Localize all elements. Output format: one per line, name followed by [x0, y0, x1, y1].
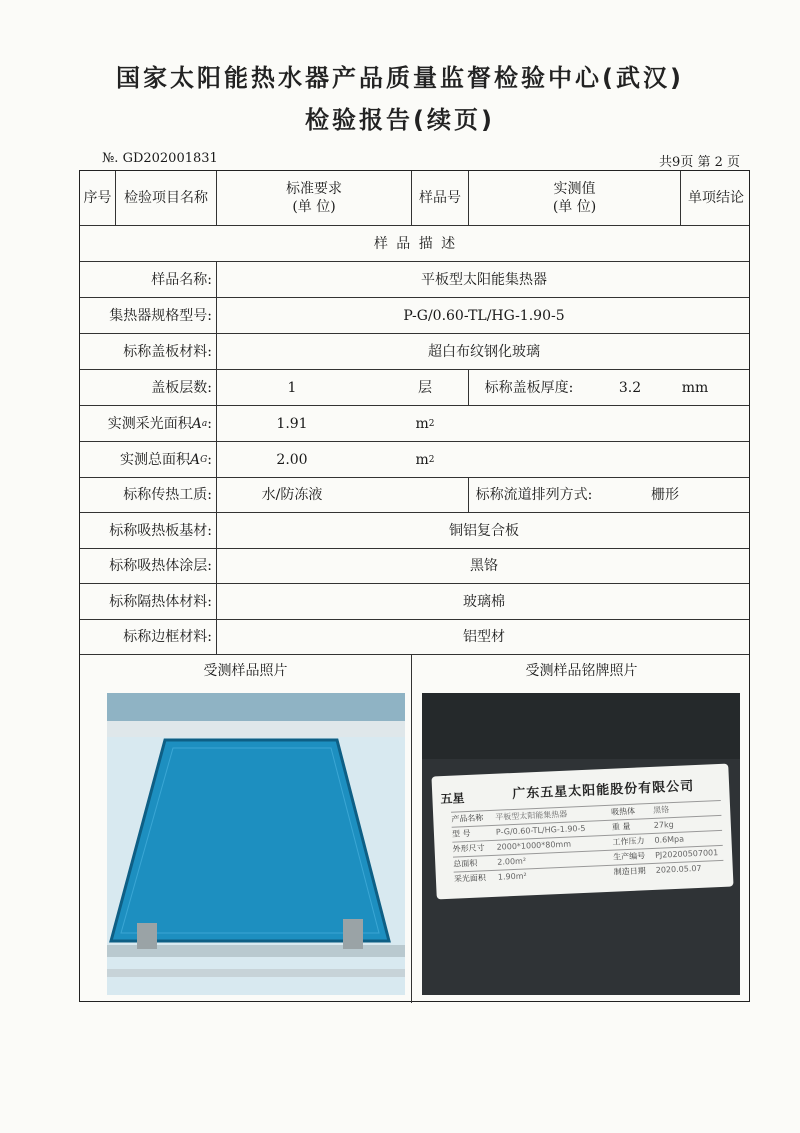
sample-name-label: 样品名称: [151, 271, 212, 288]
aperture-area-symbol: A [191, 415, 202, 432]
nameplate-value: 1.90m² [497, 871, 527, 882]
report-title: 国家太阳能热水器产品质量监督检验中心(武汉) [116, 64, 684, 92]
report-number: №. GD202001831 [102, 151, 218, 166]
aperture-area-unit [405, 406, 445, 441]
col-standard [217, 171, 411, 225]
aperture-area-label-text: 实测采光面积 [107, 415, 192, 432]
page-indicator: 共9页 第 2 页 [659, 155, 740, 170]
frame-material-value: 铝型材 [463, 629, 505, 645]
sample-name-value: 平板型太阳能集热器 [421, 271, 547, 288]
nameplate-value: 2000*1000*80mm [496, 839, 572, 852]
absorber-coating-label: 标称吸热体涂层: [109, 558, 212, 574]
gross-area-value: 2.00 [276, 451, 308, 468]
aperture-area-unit-sup: 2 [428, 418, 435, 429]
col-measured-l2: (单 位) [552, 199, 597, 215]
report-subtitle: 检验报告(续页) [305, 106, 495, 134]
nameplate-photo-caption: 受测样品铭牌照片 [525, 663, 638, 679]
aperture-area-value: 1.91 [276, 415, 308, 432]
sample-photo [107, 693, 405, 995]
col-measured-l1: 实测值 [553, 181, 596, 197]
cover-layers-label: 盖板层数: [151, 379, 212, 396]
left-clamp [137, 923, 157, 949]
model-label: 集热器规格型号: [109, 307, 212, 324]
nameplate-brand: 五星 [440, 791, 465, 807]
nameplate-value: 2.00m² [497, 856, 527, 867]
collector-illustration [107, 693, 405, 995]
model-value: P-G/0.60-TL/HG-1.90-5 [403, 307, 565, 324]
nameplate-key: 制造日期 [613, 866, 646, 877]
gross-area-unit [405, 442, 445, 477]
cover-material-value: 超白布纹钢化玻璃 [428, 343, 540, 360]
nameplate-spec-table [451, 800, 724, 887]
col-standard-l1: 标准要求 [286, 181, 342, 197]
insulation-value: 玻璃棉 [463, 593, 505, 610]
aperture-area-label [80, 406, 216, 441]
cover-thickness-label: 标称盖板厚度: [484, 379, 574, 396]
absorber-material-label: 标称吸热板基材: [109, 522, 212, 539]
nameplate-key: 采光面积 [453, 873, 487, 884]
nameplate-company: 广东五星太阳能股份有限公司 [511, 779, 695, 803]
nameplate-value: 0.6Mpa [654, 834, 685, 845]
col-measured [469, 171, 680, 225]
right-clamp [343, 919, 363, 949]
heat-medium-value: 水/防冻液 [261, 487, 323, 503]
nameplate-key: 型 号 [451, 828, 471, 839]
gross-area-label-text: 实测总面积 [119, 451, 190, 468]
col-standard-l2: (单 位) [292, 199, 336, 215]
frame-material-label: 标称边框材料: [123, 629, 212, 645]
nameplate-value: PJ20200507001 [654, 848, 719, 860]
nameplate-value: P-G/0.60-TL/HG-1.90-5 [495, 823, 586, 837]
col-sample-no: 样品号 [419, 190, 461, 206]
cover-material-label: 标称盖板材料: [123, 343, 212, 360]
heat-medium-label: 标称传热工质: [123, 487, 212, 503]
col-item: 检验项目名称 [124, 190, 208, 206]
col-seq: 序号 [83, 190, 112, 206]
nameplate-key: 产品名称 [451, 813, 484, 824]
lower-rail [107, 969, 405, 977]
nameplate-value: 平板型太阳能集热器 [495, 809, 568, 822]
nameplate-value: 27kg [653, 820, 674, 830]
cover-thickness-value: 3.2 [618, 379, 642, 396]
nameplate-key: 重 量 [611, 821, 631, 832]
gross-area-subscript: G [200, 454, 208, 465]
cover-layers-unit: 层 [418, 379, 432, 396]
aperture-area-unit-base: m [415, 415, 429, 432]
gross-area-unit-base: m [415, 451, 429, 468]
section-title: 样 品 描 述 [373, 235, 458, 252]
absorber-coating-value: 黑铬 [470, 558, 498, 574]
nameplate-photo [422, 693, 740, 995]
nameplate-key: 吸热体 [610, 806, 636, 817]
nameplate-key: 工作压力 [612, 836, 645, 847]
collector-frame-top [422, 693, 740, 759]
aperture-area-colon: : [207, 415, 212, 432]
gross-area-colon: : [207, 451, 212, 468]
flow-layout-value: 栅形 [651, 487, 679, 503]
nameplate-key: 生产编号 [612, 851, 646, 862]
nameplate-key: 外形尺寸 [452, 843, 485, 854]
gross-area-symbol: A [189, 451, 201, 468]
railing [107, 721, 405, 737]
cover-thickness-unit: mm [681, 379, 709, 396]
flow-layout-label: 标称流道排列方式: [475, 487, 593, 503]
col-conclusion: 单项结论 [688, 190, 744, 206]
insulation-label: 标称隔热体材料: [109, 593, 212, 610]
nameplate-value: 黑铬 [652, 805, 670, 815]
nameplate-value: 2020.05.07 [655, 863, 702, 875]
cover-layers-value: 1 [287, 379, 297, 396]
gross-area-unit-sup: 2 [428, 454, 435, 465]
inspection-table [79, 170, 750, 1002]
absorber-material-value: 铜铝复合板 [449, 522, 519, 539]
nameplate [431, 764, 733, 900]
sample-photo-caption: 受测样品照片 [203, 663, 288, 679]
nameplate-key: 总面积 [453, 858, 478, 869]
gross-area-label [80, 442, 216, 477]
aperture-area-subscript: a [201, 418, 208, 429]
